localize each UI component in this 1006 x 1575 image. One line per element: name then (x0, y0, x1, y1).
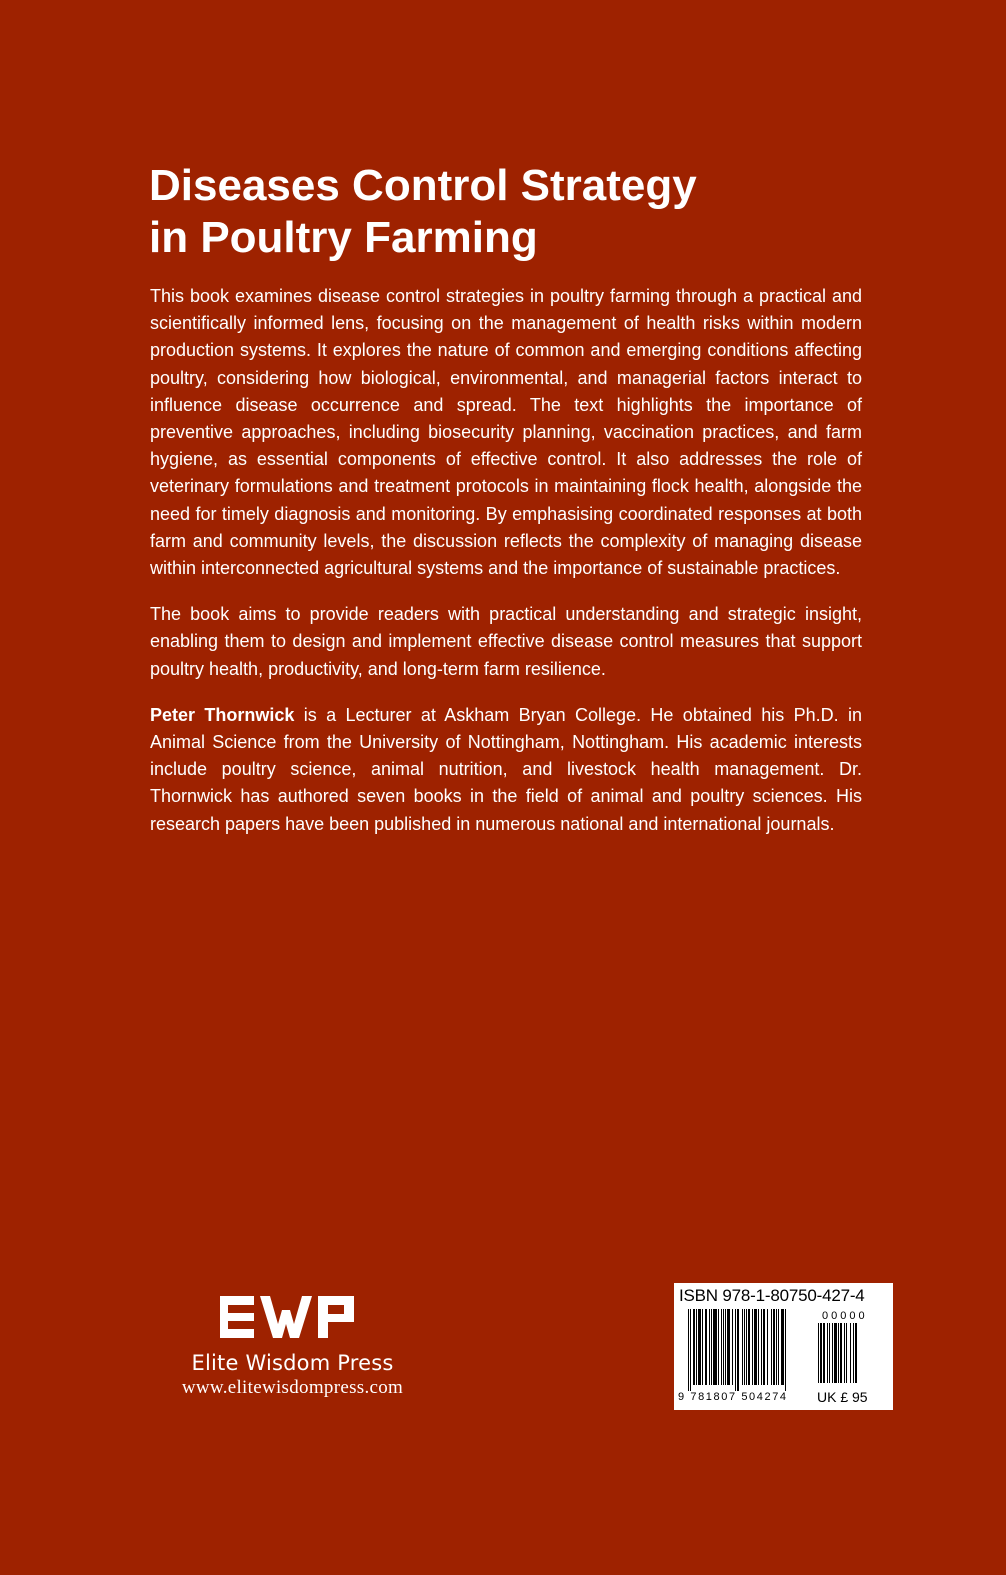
barcode-main-bars (688, 1309, 810, 1391)
title-line-1: Diseases Control Strategy (149, 161, 697, 210)
author-bio (150, 702, 862, 838)
publisher-block (150, 1290, 435, 1400)
blurb-paragraph-1: This book examines disease control strategies in poultry farming through a practical and scientifically informed lens, focusing on the management of health risks within modern production systems. It explores the nature of common and emerging conditions affecting poultry, considering how biological, environmental, and managerial factors interact to influence disease occurrence and spread. The text highlights the importance of preventive approaches, including biosecurity planning, vaccination practices, and farm hygiene, as essential components of effective control. It also addresses the role of veterinary formulations and treatment protocols in maintaining flock health, alongside the need for timely diagnosis and monitoring. By emphasising coordinated responses at both farm and community levels, the discussion reflects the complexity of managing disease within interconnected agricultural systems and the importance of sustainable practices. (150, 286, 862, 579)
barcode-addon-bars (818, 1323, 870, 1389)
blurb-paragraph-2: The book aims to provide readers with practical understanding and strategic insight, enabling them to design and implement effective disease control measures that support poultry health, productivity, and long-term farm resilience. (150, 604, 862, 679)
ewp-logo (218, 1290, 368, 1346)
isbn-barcode (674, 1283, 893, 1410)
title-line-2: in Poultry Farming (149, 213, 538, 262)
author-bio-text: is a Lecturer at Askham Bryan College. He obtained his Ph.D. in Animal Science from the University of Nottingham, Nottingham. His academic interests include poultry science, animal nutrition, and livestock health management. Dr. Thornwick has authored seven books in the field of animal and poultry sciences. His research papers have been published in numerous national and international journals. (150, 704, 862, 834)
author-name: Peter Thornwick (150, 704, 295, 725)
barcode-addon-digits: 00000 (822, 1310, 868, 1322)
blurb (150, 283, 862, 857)
barcode-number: 9 781807 504274 (678, 1391, 788, 1403)
publisher-url: www.elitewisdompress.com (181, 1377, 404, 1398)
price-label: UK £ 95 (817, 1389, 868, 1405)
book-title (149, 160, 909, 264)
isbn-label: ISBN 978-1-80750-427-4 (679, 1286, 865, 1305)
publisher-name: Elite Wisdom Press (191, 1351, 394, 1375)
